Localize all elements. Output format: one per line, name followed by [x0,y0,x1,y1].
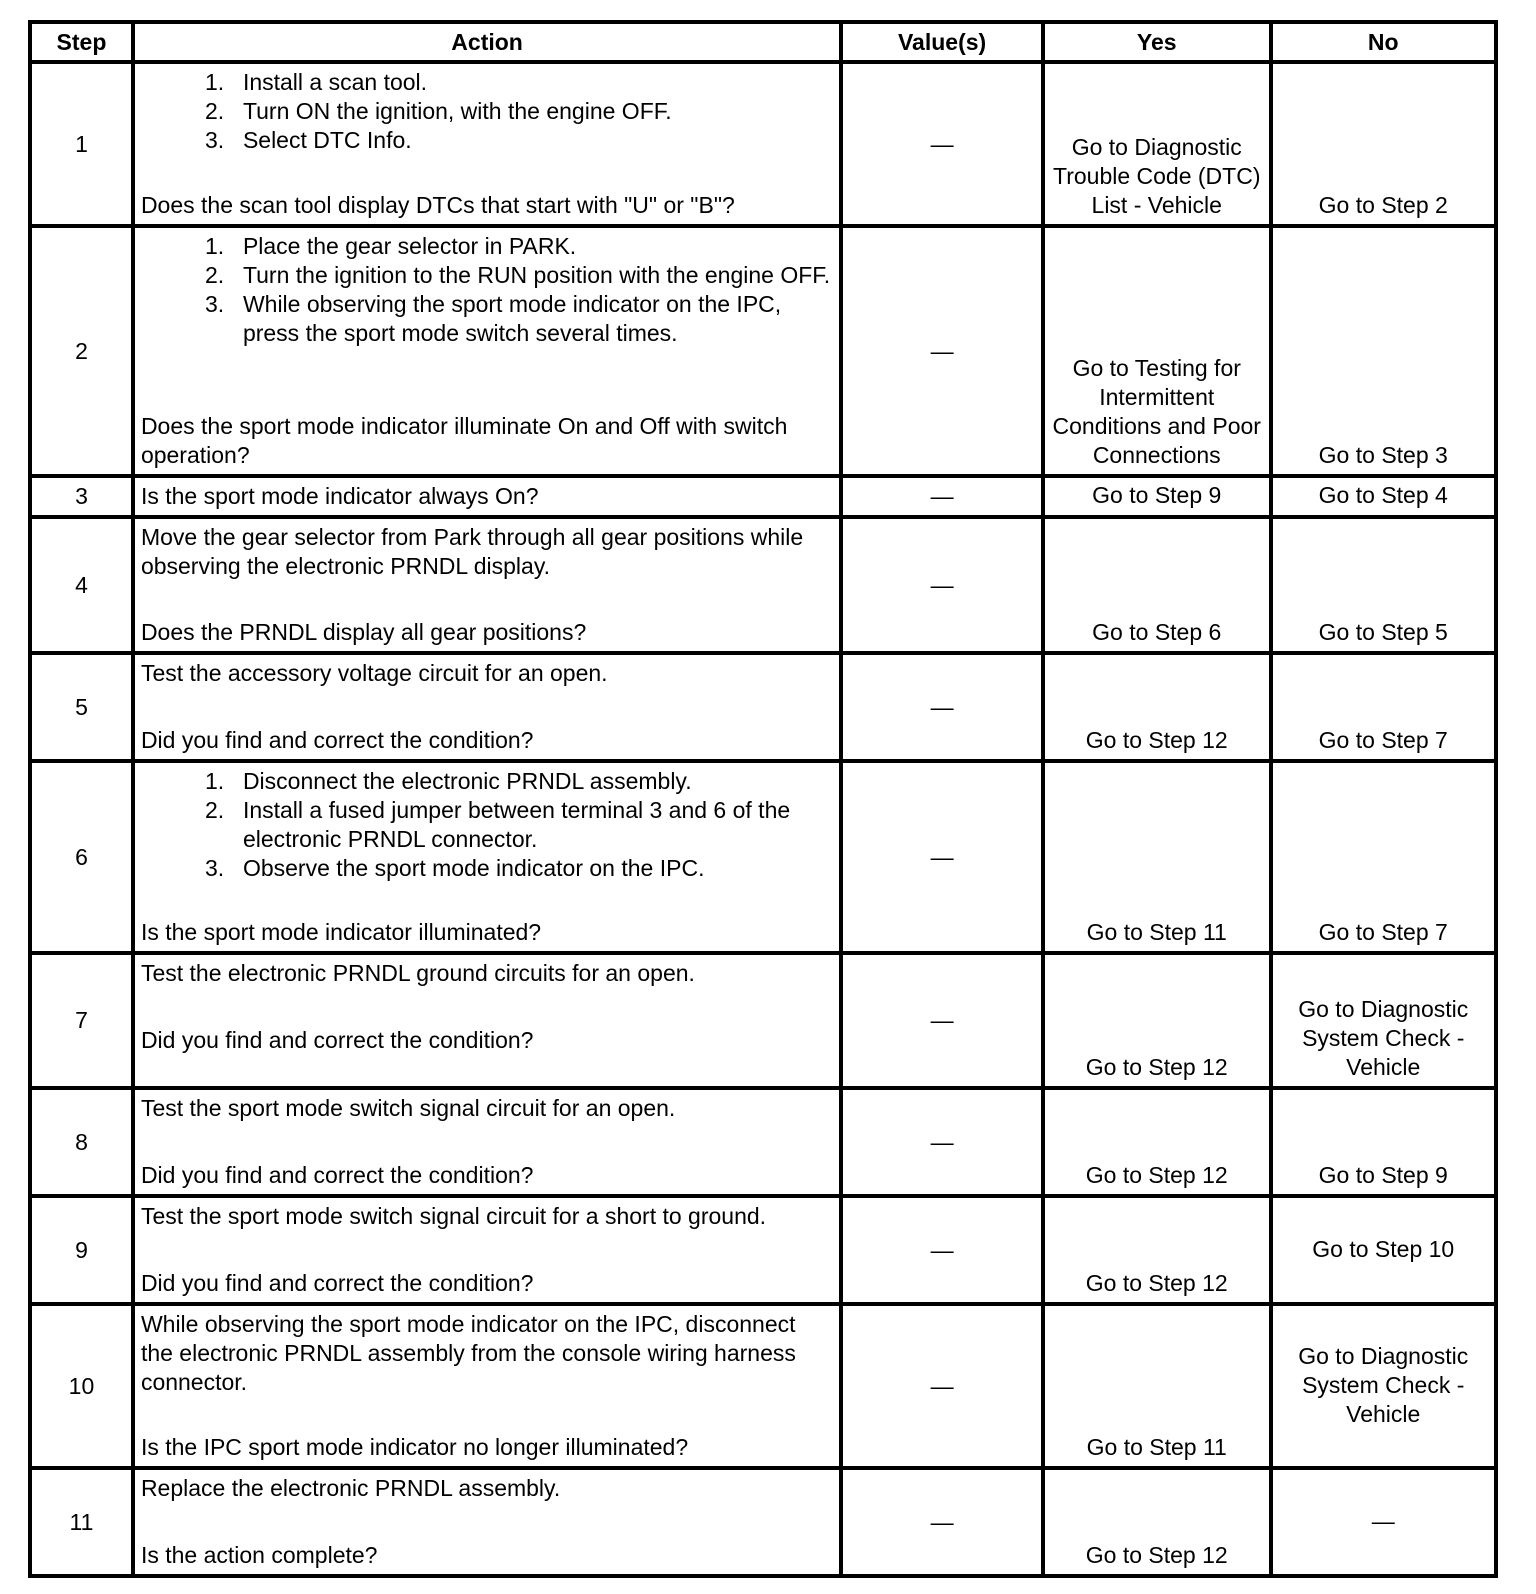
table-row [30,62,1496,226]
step-number: 5 [30,653,133,761]
table-row [30,1088,1496,1196]
action-step: 1. Place the gear selector in PARK. [204,233,577,259]
table-row [30,517,1496,653]
step-number: 10 [30,1304,133,1468]
action-cell [133,653,841,761]
yes-cell: Go to Step 11 [1043,761,1271,953]
action-cell [133,62,841,226]
action-question: Is the IPC sport mode indicator no longer illuminated? [140,1434,689,1460]
action-question: Does the sport mode indicator illuminate On and Off with switch operation? [140,413,788,468]
action-step: 3. While observing the sport mode indicator on the IPC, press the sport mode switch several times. [204,291,782,346]
step-number: 4 [30,517,133,653]
yes-cell: Go to Step 9 [1043,476,1271,517]
header-row [30,22,1496,62]
action-cell [133,953,841,1088]
value-cell: — [841,653,1043,761]
yes-cell: Go to Step 11 [1043,1304,1271,1468]
table-row [30,953,1496,1088]
step-number: 1 [30,62,133,226]
yes-cell: Go to Step 12 [1043,953,1271,1088]
value-cell: — [841,62,1043,226]
table-row [30,476,1496,517]
yes-cell: Go to Step 12 [1043,1196,1271,1304]
action-cell [133,1196,841,1304]
step-number: 6 [30,761,133,953]
action-cell [133,517,841,653]
action-steps [141,232,833,348]
value-cell: — [841,1304,1043,1468]
action-question: Did you find and correct the condition? [140,727,534,753]
table-row [30,226,1496,476]
action-steps [141,68,833,155]
table-row [30,1196,1496,1304]
action-cell [133,476,841,517]
table-row [30,1304,1496,1468]
action-cell [133,1304,841,1468]
yes-cell: Go to Testing for Intermittent Conditions and Poor Connections [1043,226,1271,476]
table-row [30,761,1496,953]
step-number: 8 [30,1088,133,1196]
action-step: 3. Select DTC Info. [204,127,412,153]
no-cell: Go to Diagnostic System Check - Vehicle [1271,953,1497,1088]
action-cell [133,1468,841,1576]
no-cell: Go to Step 9 [1271,1088,1497,1196]
action-question: Did you find and correct the condition? [140,1270,534,1296]
table-row [30,653,1496,761]
no-cell: Go to Step 4 [1271,476,1497,517]
action-question: Is the sport mode indicator illuminated? [140,919,542,945]
header-yes: Yes [1043,22,1271,62]
action-step: 2. Turn the ignition to the RUN position with the engine OFF. [204,262,831,288]
value-cell: — [841,476,1043,517]
step-number: 7 [30,953,133,1088]
step-number: 11 [30,1468,133,1576]
value-cell: — [841,761,1043,953]
action-text: Replace the electronic PRNDL assembly. [140,1475,561,1501]
value-cell: — [841,226,1043,476]
action-text: Test the electronic PRNDL ground circuits for an open. [140,960,695,986]
action-step: 1. Install a scan tool. [204,69,428,95]
action-text: While observing the sport mode indicator on the IPC, disconnect the electronic PRNDL assembly from the console wiring harness connector. [140,1311,796,1395]
action-cell [133,1088,841,1196]
value-cell: — [841,953,1043,1088]
no-cell: Go to Diagnostic System Check - Vehicle [1271,1304,1497,1468]
step-number: 9 [30,1196,133,1304]
header-values: Value(s) [841,22,1043,62]
action-question: Does the PRNDL display all gear positions? [140,619,587,645]
action-question: Did you find and correct the condition? [140,1162,534,1188]
action-step: 2. Turn ON the ignition, with the engine OFF. [204,98,672,124]
header-no: No [1271,22,1497,62]
action-text: Test the accessory voltage circuit for an open. [140,660,608,686]
action-step: 2. Install a fused jumper between terminal 3 and 6 of the electronic PRNDL connector. [204,797,791,852]
value-cell: — [841,517,1043,653]
step-number: 2 [30,226,133,476]
action-question: Is the sport mode indicator always On? [140,483,539,509]
action-question: Is the action complete? [140,1542,378,1568]
no-cell: Go to Step 7 [1271,653,1497,761]
yes-cell: Go to Step 12 [1043,1088,1271,1196]
action-text: Move the gear selector from Park through all gear positions while observing the electronic PRNDL display. [140,524,804,579]
no-cell: — [1271,1468,1497,1576]
action-step: 1. Disconnect the electronic PRNDL assembly. [204,768,692,794]
action-text: Test the sport mode switch signal circuit for a short to ground. [140,1203,767,1229]
diagnostic-table [28,20,1498,1578]
header-step: Step [30,22,133,62]
yes-cell: Go to Step 12 [1043,1468,1271,1576]
value-cell: — [841,1468,1043,1576]
no-cell: Go to Step 10 [1271,1196,1497,1304]
action-cell [133,226,841,476]
no-cell: Go to Step 2 [1271,62,1497,226]
no-cell: Go to Step 3 [1271,226,1497,476]
value-cell: — [841,1196,1043,1304]
yes-cell: Go to Diagnostic Trouble Code (DTC) List - Vehicle [1043,62,1271,226]
no-cell: Go to Step 7 [1271,761,1497,953]
action-text: Test the sport mode switch signal circuit for an open. [140,1095,676,1121]
yes-cell: Go to Step 6 [1043,517,1271,653]
table-row [30,1468,1496,1576]
action-steps [141,767,833,883]
header-action: Action [133,22,841,62]
action-cell [133,761,841,953]
step-number: 3 [30,476,133,517]
yes-cell: Go to Step 12 [1043,653,1271,761]
value-cell: — [841,1088,1043,1196]
no-cell: Go to Step 5 [1271,517,1497,653]
action-step: 3. Observe the sport mode indicator on the IPC. [204,855,705,881]
action-question: Did you find and correct the condition? [140,1027,534,1053]
action-question: Does the scan tool display DTCs that start with "U" or "B"? [140,192,735,218]
